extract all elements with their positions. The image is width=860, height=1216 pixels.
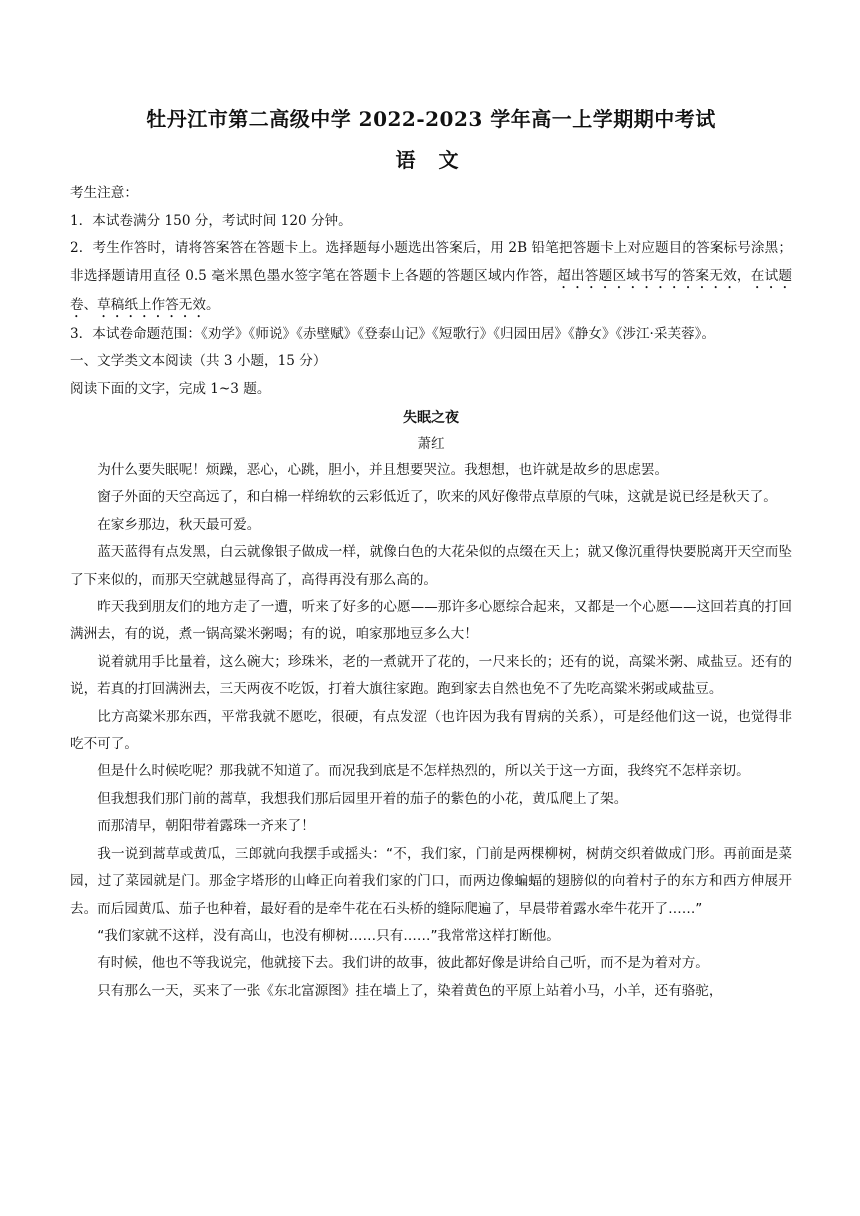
essay-paragraph: 说着就用手比量着，这么碗大；珍珠米，老的一煮就开了花的，一尺来长的；还有的说，高粱米粥、咸盐豆。还有的说，若真的打回满洲去，三天两夜不吃饭，打着大旗往家跑。跑到家去自然也免不了先吃高粱米粥或咸盐豆。 xyxy=(70,653,792,698)
essay-paragraph: 但是什么时候吃呢？那我就不知道了。而况我到底是不怎样热烈的，所以关于这一方面，我终究不怎样亲切。 xyxy=(97,763,750,780)
essay-paragraph: 昨天我到朋友们的地方走了一遭，听来了好多的心愿——那许多心愿综合起来，又都是一个心愿——这回若真的打回满洲去，有的说，煮一锅高粱米粥喝；有的说，咱家那地豆多么大！ xyxy=(70,599,792,643)
notice-item-2 xyxy=(70,235,792,321)
notice-item-2-end: 。 xyxy=(205,296,220,313)
essay-paragraph: 在家乡那边，秋天最可爱。 xyxy=(97,516,261,533)
exam-page xyxy=(70,104,792,1005)
essay-author: 萧红 xyxy=(417,436,445,452)
essay-paragraph: 蓝天蓝得有点发黑，白云就像银子做成一样，就像白色的大花朵似的点缀在天上；就又像沉重得快要脱离开天空而坠了下来似的，而那天空就越显得高了，高得再没有那么高的。 xyxy=(70,544,792,588)
essay-paragraph: 窗子外面的天空高远了，和白棉一样绵软的云彩低近了，吹来的风好像带点草原的气味，这就是说已经是秋天了。 xyxy=(97,489,777,506)
notice-item-1: 1．本试卷满分 150 分，考试时间 120 分钟。 xyxy=(70,212,352,229)
notice-item-3: 3．本试卷命题范围：《劝学》《师说》《赤壁赋》《登泰山记》《短歌行》《归园田居》《静女》《涉江·采芙蓉》。 xyxy=(70,325,716,342)
essay-paragraph: 只有那么一天，买来了一张《东北富源图》挂在墙上了，染着黄色的平原上站着小马，小羊，还有骆驼， xyxy=(97,982,723,999)
notice-item-2-emphasis: 超出答题区域书写的答案无效，在试题卷、草稿纸上作答无效 xyxy=(70,267,792,313)
essay-title: 失眠之夜 xyxy=(403,410,459,426)
essay-paragraph: 有时候，他也不等我说完，他就接下去。我们讲的故事，彼此都好像是讲给自己听，而不是为着对方。 xyxy=(97,955,709,972)
subject-title: 语 文 xyxy=(395,148,467,172)
exam-title: 牡丹江市第二高级中学 2022-2023 学年高一上学期期中考试 xyxy=(146,107,716,131)
essay-paragraph: 比方高粱米那东西，平常我就不愿吃，很硬，有点发涩（也许因为我有胃病的关系），可是经他们这一说，也觉得非吃不可了。 xyxy=(70,708,792,753)
notice-heading: 考生注意： xyxy=(70,185,138,201)
notice-item-2-main: 2．考生作答时，请将答案答在答题卡上。选择题每小题选出答案后，用 2B 铅笔把答题卡上对应题目的答案标号涂黑；非选择题请用直径 0.5 毫米黑色墨水签字笔在答题卡上各题的答题区域内作答， xyxy=(70,240,792,284)
section-heading: 一、文学类文本阅读（共 3 小题，15 分） xyxy=(70,353,327,369)
essay-paragraph: 但我想我们那门前的蒿草，我想我们那后园里开着的茄子的紫色的小花，黄瓜爬上了架。 xyxy=(97,790,628,807)
essay-body xyxy=(70,457,792,1005)
essay-paragraph: “我们家就不这样，没有高山，也没有柳树……只有……”我常常这样打断他。 xyxy=(97,927,560,944)
essay-paragraph: 而那清早，朝阳带着露珠一齐来了！ xyxy=(97,818,315,835)
essay-paragraph: 我一说到蒿草或黄瓜，三郎就向我摆手或摇头：“不，我们家，门前是两棵柳树，树荫交织着做成门形。再前面是菜园，过了菜园就是门。那金字塔形的山峰正向着我们家的门口，而两边像蝙蝠的翅膀似的向着村子的东方和西方伸展开去。而后园黄瓜、茄子也种着，最好看的是牵牛花在石头桥的缝际爬遍了，早晨带着露水牵牛花开了……” xyxy=(70,845,792,917)
section-instruction: 阅读下面的文字，完成 1~3 题。 xyxy=(70,380,271,397)
essay-paragraph: 为什么要失眠呢！烦躁，恶心，心跳，胆小，并且想要哭泣。我想想，也许就是故乡的思虑罢。 xyxy=(97,462,669,478)
